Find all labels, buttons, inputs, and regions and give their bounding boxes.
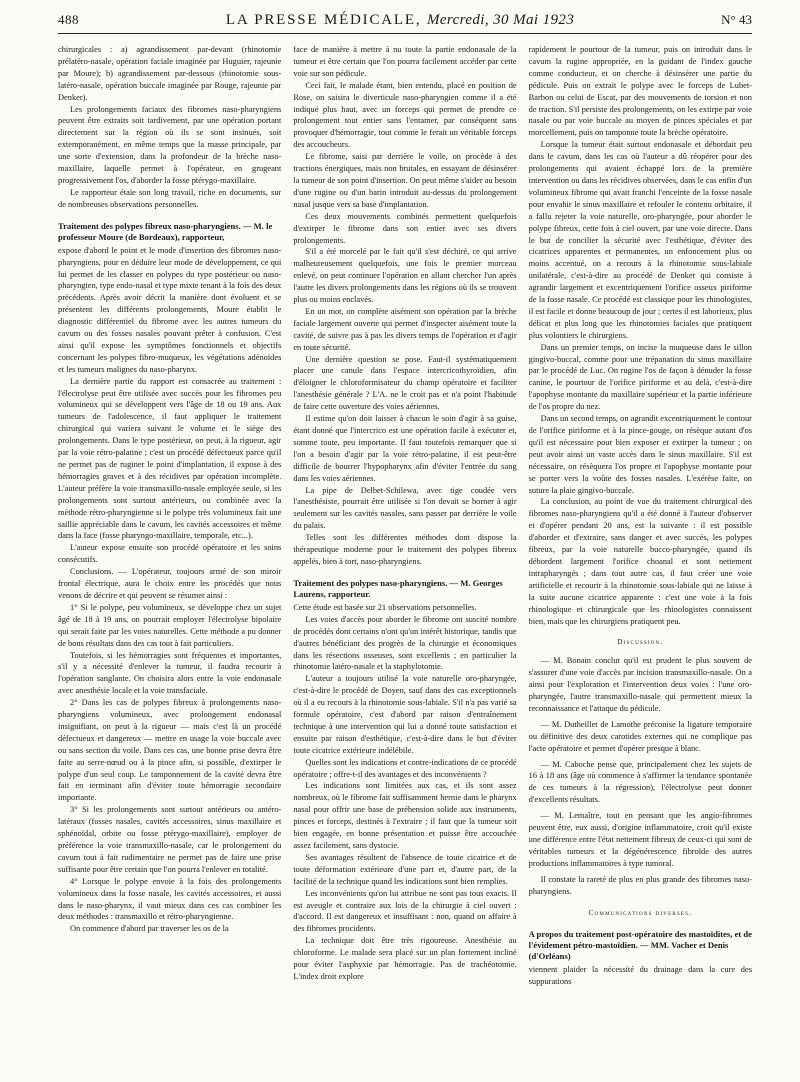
column-1 [58,44,281,1074]
paragraph: Ceci fait, le malade étant, bien entendu, placé en position de Rose, on saisira le diverticule naso-pharyngien comme il a été indiqué plus haut, avec un forceps qui permet de prendre ce prolongement tout entier sans l'entamer, par conséquent sans provoquer d'hémorragie, tout comme le ferait un véritable forceps des accoucheurs. [293,80,517,150]
paragraph: 2° Dans les cas de polypes fibreux à prolongements naso-pharyngiens volumineux, avec prolongement endonasal insignifiant, on peut à la rigueur — mais c'est là un procédé défectueux et dangereux — mettre en usage la voie buccale avec ou sans section du voile. Dans ces cas, une bonne prise devra être faite au serre-nœud ou à la pince afin, si possible, d'extirper le polype d'un seul coup. Le tamponnement de la cavité devra être fait en terminant afin d'éviter toute hémorragie secondaire importante. [58,698,282,803]
paragraph: Il constate la rareté de plus en plus grande des fibromes naso-pharyngiens. [528,874,752,896]
paragraph: Conclusions. — L'opérateur, toujours armé de son miroir frontal électrique, aura le choix entre les procédés que nous venons de décrire et qui peuvent se résumer ainsi : [58,567,282,600]
paragraph: Cette étude est basée sur 21 observations personnelles. [293,602,477,612]
paragraph: Le fibrome, saisi par derrière le voile, on procède à des tractions énergiques, mais non brutales, en essayant de désinsérer la tumeur de son point d'insertion. On peut même s'aider au besoin d'une rugine ou d'un barin introduit au-dessus du prolongement nasal jusque vers sa base d'implantation. [293,152,517,209]
section-heading: A propos du traitement post-opératoire des mastoïdites, et de l'évidement pétro-mastoïdien. — MM. Vacher et Denis (d'Orléans) [528,929,752,962]
paragraph: L'auteur expose ensuite son procédé opératoire et les soins consécutifs. [58,543,282,565]
paragraph: 3° Si les prolongements sont surtout antérieurs ou antéro-latéraux (fosses nasales, cavités accessoires, sinus maxillaire et sphénoïdal, orbite ou fosse ptérygo-maxillaire), employer de préférence la voie transmaxillo-nasale, car le prolongement du cavum tout à fait rudimentaire ne permet pas de faire une prise suffisante pour être certain que l'on pourra l'enlever en totalité. [58,805,282,874]
paragraph: face de manière à mettre à nu toute la partie endonasale de la tumeur et être certain que l'on pourra facilement accéder par cette voie sur son pédicule. [293,45,517,78]
paragraph: En un mot, on complète aisément son opération par la brèche faciale largement ouverte qui permet d'inspecter aisément toute la cavité, de suivre pas à pas les divers temps de l'opération et d'agir en toute sécurité. [293,306,517,352]
paragraph: La pipe de Delbet-Schilewa, avec tige coudée vers l'anesthésiste, pourrait être utilisée si l'on devait se borner à agir seulement sur les cavités nasales, sans passer par derrière le voile du palais. [293,485,517,531]
paragraph: — M. Caboche pense que, principalement chez les sujets de 16 à 18 ans (âge où commence à s'affirmer la tendance spontanée de ces tumeurs à la régression), l'électrolyse peut donner d'excellents résultats. [528,759,752,805]
paragraph: Quelles sont les indications et contre-indications de ce procédé opératoire ; offre-t-il des avantages et des inconvénients ? [293,757,517,779]
paragraph: Les voies d'accès pour aborder le fibrome ont suscité nombre de procédés dont certains n'ont qu'un intérêt historique, tandis que d'autres bénéficiant des progrès de la chirurgie et économiques dans les résections osseuses, sont excellents ; en particulier la rhinotomie latéro-nasale et la staphylotomie. [293,614,517,672]
paragraph: — M. Dutheillet de Lamothe préconise la ligature temporaire ou définitive des deux carotides externes qui ne complique pas l'acte opératoire et permet d'opérer presque à blanc. [528,719,752,753]
page-number: 488 [58,12,79,27]
journal-title: LA PRESSE MÉDICALE, [225,12,422,28]
paragraph: — M. Bonain conclut qu'il est prudent le plus souvent de s'assurer d'une voie d'accès par incision transmaxillo-nasale. On a ainsi pour l'exploration et l'intervention deux voies : l'une oro-pharyngée, l'autre transmaxillo-nasale qui permettent mieux la reconnaissance et l'attaque du pédicule. [528,656,752,713]
communications-title: Communications diverses. [588,908,693,917]
masthead [226,12,574,29]
paragraph: Dans un second temps, on agrandit excentriquement le contour de l'orifice piriforme et à la pince-gouge, on résèque autant d'os qu'il est nécessaire pour bien exposer et extirper la tumeur ; on peut avoir ainsi un vaste accès dans le sinus maxillaire. S'il est nécessaire, on résèquera l'os propre et l'apophyse montante pour se porter vers la voûte des fosses nasales. L'exérèse faite, on suture la plaie gingivo-buccale. [528,414,752,495]
paragraph: Toutefois, si les hémorragies sont fréquentes et importantes, s'il y a nécessité d'enlever la tumeur, il faudra recourir à l'opération sanglante. On choisira alors entre la voie endonasale avec anesthésie locale et la voie transfaciale. [58,650,282,696]
discussion-section [529,655,752,897]
page-header [58,12,752,34]
paragraph: 4° Lorsque le polype envoie à la fois des prolongements volumineux dans la fosse nasale, les cavités accessoires, et aussi dans le naso-pharynx, il vaut mieux dans ces cas combiner les deux méthodes : transmaxillo et rétro-pharyngienne. [58,876,282,922]
paragraph: Les indications sont limitées aux cas, et ils sont assez nombreux, où le fibrome fait suffisamment hernie dans le pharynx nasal pour offrir une base de préhension solide aux instruments, pinces et forceps, destinés à l'extraire ; il faut que la tumeur soit bien engagée, en bonne présentation et puisse être accouchée assez facilement, sans dystocie. [293,781,517,850]
paragraph: Le rapporteur étaie son long travail, riche en documents, sur de nombreuses observations personnelles. [58,187,282,209]
column-3 [529,44,752,1074]
paragraph: Ses avantages résultent de l'absence de toute cicatrice et de toute déformation extérieure d'une part et, d'autre part, de la facilité de la technique quand les indications sont bien remplies. [293,852,517,886]
paragraph: Telles sont les différentes méthodes dont dispose la thérapeutique moderne pour le traitement des polypes fibreux appelés, bien à tort, naso-pharyngiens. [293,533,517,566]
paragraph: Il estime qu'on doit laisser à chacun le soin d'agir à sa guise, étant donné que l'intercrico est une opération facile à exécuter et, somme toute, peu importante. Il faut toutefois remarquer que si l'on a besoin d'agir par la voie rétro-palatine, il est peut-être difficile de bourrer l'hypopharynx afin d'éviter l'entrée du sang dans les voies aériennes. [293,414,517,483]
paragraph: La dernière partie du rapport est consacrée au traitement : l'électrolyse peut être utilisée avec succès pour les fibromes peu volumineux qui se développent vers l'âge de 18 ou 19 ans. Aux tumeurs de l'adolescence, il faut appliquer le traitement chirurgical qui variera suivant le volume et le siège des prolongements. Dans le type postérieur, on peut, à la rigueur, agir par la voie rétro-palatine ; c'est un procédé défectueux parce qu'il ne permet pas de ruginer le point d'implantation, il expose à des hémorragies graves et à des récidives par opération incomplète. L'auteur préfère la voie transmaxillo-nasale employée seule, si les prolongements sont surtout antérieurs, ou combinée avec la méthode rétro-pharyngienne si le polype très volumineux fait une saillie appréciable dans le cavum, les cavités accessoires et même dans la face (fosse pharyngo-maxillaire, temporale, etc...). [58,376,282,541]
paragraph: rapidement le pourtour de la tumeur, puis on introduit dans le cavum la rugine appropriée, en la guidant de l'index gauche comme conducteur, et on cherche à désinsérer une partie du pédicule. Puis on extrait le polype avec le forceps de Lubet-Barbon ou celui de Escat, par des mouvements de torsion et non de traction. S'il persiste des prolongements, on les extirpe par voie nasale ou par voie buccale au moyen de pinces spéciales et par morcellement, puis on tamponne toute la brèche opératoire. [528,45,752,138]
paragraph: expose d'abord le point et le mode d'insertion des fibromes naso-pharyngiens, pour en déduire leur mode de développement, ce qui lui permet de les classer en polypes du type postérieur ou naso-pharyngien, type endo-nasal et type mixte tenant à la fois des deux précédents. Après avoir décrit la manière dont évoluent et se présentent les différents prolongements, Moure établit le diagnostic différentiel du fibrome avec les autres tumeurs du cavum ou des fosses nasales pouvant prêter à confusion. C'est ainsi qu'il expose les symptômes fonctionnels et objectifs concernant les polypes fibro-muqueux, les végétations adénoïdes et les tumeurs malignes du naso-pharynx. [58,245,282,374]
paragraph: chirurgicales : a) agrandissement par-devant (rhinotomie prélatéro-nasale, opération faciale imaginée par Huguier, rajeunie par Moure); b) agrandissement par-dessous (rhinotomie sous-latéro-nasale, opération buccale imaginée par Rouge, rajeunie par Denker). [58,45,282,102]
section-heading: Traitement des polypes fibreux naso-pharyngiens. — M. le professeur Moure (de Bordeaux), rapporteur, [58,220,273,242]
paragraph: La conclusion, au point de vue du traitement chirurgical des fibromes naso-pharyngiens qu'il a été donné à l'auteur d'observer et d'opérer pendant 20 ans, est la suivante : il est possible d'aborder et d'extraire, sans danger et avec succès, les polypes fibreux, par la voie naturelle bucco-pharyngée, quand ils débordent largement l'orifice choanal et sont nettement intrapharyngés ; dans tout autre cas, il faut créer une voie artificielle et recourir à la rhinotomie sous-labiale qui ne laisse à la suite aucune cicatrice apparente : c'est une voie à la fois rhinologique et chirurgicale que les rhinologistes connaissent bien, mais que les chirurgiens pratiquent peu. [528,497,752,626]
paragraph: La technique doit être très rigoureuse. Anesthésie au chloroforme. Le malade sera placé sur un plan fortement incliné pour éviter l'asphyxie par hémorragie. Pas de trachéotomie. L'index droit explore [293,936,517,981]
paragraph: 1° Si le polype, peu volumineux, se développe chez un sujet âgé de 18 à 19 ans, on pourrait employer l'électrolyse bipolaire qui serait faite par les voies naturelles. Cette méthode a pu donner de bons résultats dans des cas tout à fait particuliers. [58,602,282,648]
section-heading: Traitement des polypes naso-pharyngiens. — M. Georges Laurens, rapporteur. [293,577,503,599]
discussion-title: Discussion. [617,638,664,647]
paragraph: S'il a été morcelé par le fait qu'il s'est déchiré, ce qui arrive malheureusement quelquefois, une fois le premier morceau enlevé, on peut continuer l'opération en allant chercher l'un après l'autre les divers prolongements dans les régions où ils se trouvent plus ou moins enclavés. [293,247,517,305]
paragraph: Les inconvénients qu'on lui attribue ne sont pas tous exacts. Il est aveugle et contraire aux lois de la chirurgie à ciel ouvert : d'accord. Il est dangereux et insuffisant : non, quand on affaire à des fibromes procidents. [293,888,517,934]
column-2 [293,44,516,1074]
paragraph: L'auteur a toujours utilisé la voie naturelle oro-pharyngée, c'est-à-dire le procédé de Doyen, sauf dans des cas exceptionnels où il a eu recours à la rhinotomie sous-labiale. S'il n'a pas varié sa formule opératoire, c'est d'abord par raison d'entraînement technique à une intervention qui lui a donné toute satisfaction et ensuite par raison d'esthétique, c'est-à-dire dans le but d'éviter toute cicatrice extérieure indélébile. [293,674,517,755]
paragraph: Les prolongements faciaux des fibromes naso-pharyngiens peuvent être extraits soit tardivement, par une opération portant directement sur la région où ils se sont insinués, soit extemporanément, en même temps que la masse principale, par une sorte d'extension, dans la profondeur de la brèche naso-maxillaire, laquelle permet à l'opérateur, en grugeant progressivement l'os, d'aborder la fosse ptérygo-maxillaire. [58,104,282,185]
paragraph: Une dernière question se pose. Faut-il systématiquement placer une canule dans l'espace intercricothyroïdien, afin d'éloigner le chloroformisateur du champ opératoire et faciliter l'anesthésie générale ? L'A. ne le croit pas et n'a point l'habitude de faire cette ouverture des voies aériennes. [293,354,517,412]
paragraph: Dans un premier temps, on incise la muqueuse dans le sillon gingivo-buccal, comme pour une trépanation du sinus maxillaire par le procédé de Luc. On rugine l'os de façon à dénuder la fosse canine, le pourtour de l'orifice piriforme et au delà, c'est-à-dire l'apophyse montante du maxillaire supérieur et la partie inférieure de l'os propre du nez. [528,342,752,412]
paragraph: Lorsque la tumeur était surtout endonasale et débordait peu dans le cavum, dans les cas où l'auteur a dû réopérer pour des prolongements qui avaient échappé lors de la première intervention ou dans les récidives observées, dans le cas enfin d'un volumineux fibrome qui avait franchi l'enceinte de la fosse nasale pour envahir le sinus maxillaire et refouler le contenu orbitaire, il a fallu rejeter la voie naturelle, oro-pharyngée, pour aborder le polype fibreux, cette fois à ciel ouvert, par une voie directe. Dans le but de concilier la sécurité avec l'esthétique, d'éviter des cicatrices apparentes et permanentes, un enfoncement plus ou moins accentué, on a recours à la rhinotomie sous-labiale unilatérale, c'est-à-dire au procédé de Denker qui consiste à agrandir largement et excentriquement l'orifice osseux piriforme de la fosse nasale. Ce procédé est classique pour les rhinologistes, il est facile et donne beaucoup de jour ; certes il est laborieux, plus délicat et plus long que les rhinotomies faciales que pratiquent plus volontiers le chirurgiens. [528,140,752,340]
paragraph: — M. Lemaître, tout en pensant que les angio-fibromes peuvent être, eux aussi, d'origine inflammatoire, croit qu'il existe une différence entre l'état nettement fibreux de ceux-ci qui sont de véritables tumeurs et la dégénérescence fibroïde des autres productions inflammatoires à type tumoral. [528,811,752,868]
paragraph: On commence d'abord par traverser les os de la [70,924,229,934]
issue-number: N° 43 [721,12,752,27]
article-columns [58,44,752,1074]
issue-date: Mercredi, 30 Mai 1923 [426,12,575,28]
paragraph: Ces deux mouvements combinés permettent quelquefois d'extirper le fibrome dans son entier avec ses divers prolongements. [293,211,517,245]
paragraph: viennent plaider la nécessité du drainage dans la cure des suppurations [528,965,752,987]
